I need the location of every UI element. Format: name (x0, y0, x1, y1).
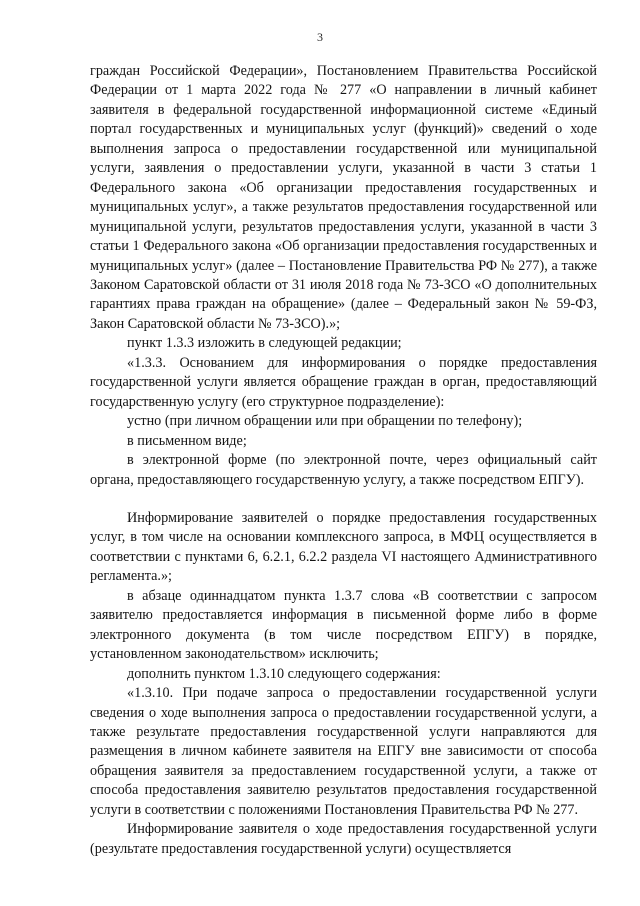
paragraph-informing: Информирование заявителя о ходе предоставления государственной услуги (результате предоставления государственной услуги) осуществляется (90, 821, 597, 857)
paragraph-continuation: граждан Российской Федерации», Постановлением Правительства Российской Федерации от 1 марта 2022 года № 277 «О направлении в личный кабинет заявителя в федеральной государственной информационной системе «Единый портал государственных и муниципальных услуг (функций)» сведений о ходе выполнения запроса о предоставлении государственной или муниципальной услуги, заявления о предоставлении услуги, указанной в части 3 статьи 1 Федерального закона «Об организации предоставления государственных и муниципальных услуг», а также результатов предоставления государственной или муниципальной услуги, результатов предоставления услуги, указанной в части 3 статьи 1 Федерального закона «Об организации предоставления государственных и муниципальных услуг» (далее – Постановление Правительства РФ № 277), а также Законом Саратовской области от 31 июля 2018 года № 73-ЗСО «О дополнительных гарантиях права граждан на обращение» (далее – Федеральный закон № 59-ФЗ, Закон Саратовской области № 73-ЗСО).»; (90, 63, 597, 332)
paragraph-oral: устно (при личном обращении или при обращении по телефону); (127, 413, 523, 430)
paragraph-mfc: Информирование заявителей о порядке предоставления государственных услуг, в том числе на основании комплексного запроса, в МФЦ осуществляется в соответствии с пунктами 6, 6.2.1, 6.2.2 раздела VI настоящего Административного регламента.»; (90, 509, 597, 585)
paragraph-1-3-7: в абзаце одиннадцатом пункта 1.3.7 слова «В соответствии с запросом заявителю предоставляется информация в письменной форме либо в форме электронного документа (в том числе посредством ЕПГУ) в порядке, установленном законодательством» исключить; (90, 587, 597, 663)
page-number: 3 (317, 30, 323, 44)
document-body (90, 62, 597, 859)
paragraph-add-1-3-10: дополнить пунктом 1.3.10 следующего содержания: (127, 665, 441, 682)
paragraph-written: в письменном виде; (127, 432, 247, 449)
paragraph-1-3-3: «1.3.3. Основанием для информирования о порядке предоставления государственной услуги является обращение граждан в орган, предоставляющий государственную услугу (его структурное подразделение): (90, 354, 597, 410)
paragraph-amend-1-3-3: пункт 1.3.3 изложить в следующей редакции; (127, 335, 402, 352)
paragraph-1-3-10: «1.3.10. При подаче запроса о предоставлении государственной услуги сведения о ходе выполнения запроса о предоставлении государственной услуги, а также результате предоставления государственной услуги направляются для размещения в личном кабинете заявителя на ЕПГУ вне зависимости от способа обращения заявителя за предоставлением государственной услуги, а также от способа предоставления заявителю результатов предоставления государственной услуги в соответствии с положениями Постановления Правительства РФ № 277. (90, 685, 597, 818)
paragraph-electronic: в электронной форме (по электронной почте, через официальный сайт органа, предоставляющего государственную услугу, а также посредством ЕПГУ). (90, 452, 597, 488)
